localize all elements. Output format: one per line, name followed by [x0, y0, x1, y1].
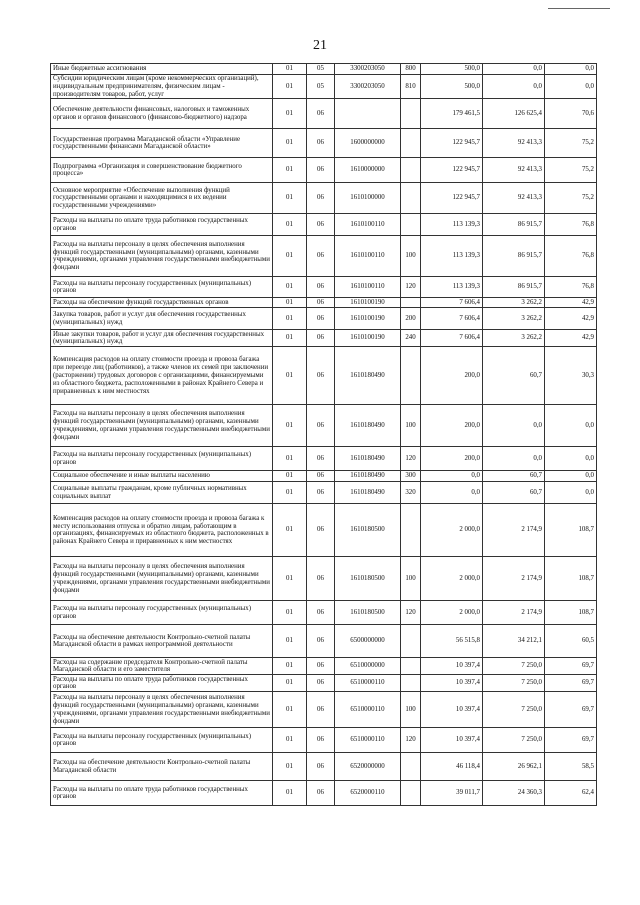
- subsection-code: 06: [307, 214, 335, 236]
- expense-type-code: [401, 625, 421, 658]
- expense-name: Компенсация расходов на оплату стоимости проезда и провоза багажа к месту использования отпуска и обратно лицам, работающим в организациях, финансируемых из областного бюджета, расположенных в районах Крайнего Севера и приравненных к ним местностях: [51, 504, 273, 557]
- subsection-code: 06: [307, 158, 335, 183]
- execution-percent: 69,7: [545, 728, 597, 753]
- execution-percent: 42,9: [545, 330, 597, 347]
- subsection-code: 06: [307, 692, 335, 728]
- target-article-code: 1610180490: [335, 482, 401, 504]
- planned-amount: 0,0: [421, 471, 483, 482]
- actual-amount: 3 262,2: [483, 298, 545, 308]
- subsection-code: 06: [307, 781, 335, 806]
- actual-amount: 7 250,0: [483, 658, 545, 675]
- planned-amount: 10 397,4: [421, 658, 483, 675]
- target-article-code: 1610100190: [335, 298, 401, 308]
- expense-type-code: 300: [401, 471, 421, 482]
- planned-amount: 0,0: [421, 482, 483, 504]
- subsection-code: 06: [307, 504, 335, 557]
- actual-amount: 0,0: [483, 405, 545, 447]
- planned-amount: 10 397,4: [421, 728, 483, 753]
- target-article-code: 1610100110: [335, 277, 401, 298]
- section-code: 01: [273, 675, 307, 692]
- table-row: [51, 504, 597, 557]
- subsection-code: 06: [307, 129, 335, 158]
- section-code: 01: [273, 625, 307, 658]
- expense-type-code: 240: [401, 330, 421, 347]
- expense-name: Расходы на выплаты персоналу в целях обеспечения выполнения функций государственными (муниципальными) органами, казенными учреждениями, органами управления государственными внебюджетными фондами: [51, 692, 273, 728]
- planned-amount: 39 011,7: [421, 781, 483, 806]
- section-code: 01: [273, 183, 307, 214]
- expense-type-code: 100: [401, 236, 421, 277]
- expense-name: Расходы на выплаты персоналу в целях обеспечения выполнения функций государственными (муниципальными) органами, казенными учреждениями, органами управления государственными внебюджетными фондами: [51, 405, 273, 447]
- expense-type-code: [401, 158, 421, 183]
- expense-name: Расходы на выплаты по оплате труда работников государственных органов: [51, 675, 273, 692]
- target-article-code: 1610180490: [335, 447, 401, 471]
- target-article-code: 1610100190: [335, 308, 401, 330]
- expense-type-code: [401, 504, 421, 557]
- table-row: [51, 64, 597, 75]
- table-row: [51, 728, 597, 753]
- section-code: 01: [273, 158, 307, 183]
- planned-amount: 113 139,3: [421, 236, 483, 277]
- planned-amount: 10 397,4: [421, 675, 483, 692]
- section-code: 01: [273, 557, 307, 601]
- subsection-code: 05: [307, 75, 335, 99]
- actual-amount: 92 413,3: [483, 183, 545, 214]
- planned-amount: 500,0: [421, 64, 483, 75]
- subsection-code: 06: [307, 601, 335, 625]
- target-article-code: 1610180500: [335, 601, 401, 625]
- expense-type-code: 120: [401, 601, 421, 625]
- subsection-code: 06: [307, 557, 335, 601]
- planned-amount: 200,0: [421, 447, 483, 471]
- section-code: 01: [273, 447, 307, 471]
- table-row: [51, 158, 597, 183]
- execution-percent: 75,2: [545, 158, 597, 183]
- expense-type-code: [401, 347, 421, 405]
- actual-amount: 7 250,0: [483, 728, 545, 753]
- execution-percent: 0,0: [545, 64, 597, 75]
- subsection-code: 06: [307, 658, 335, 675]
- actual-amount: 60,7: [483, 482, 545, 504]
- actual-amount: 0,0: [483, 447, 545, 471]
- execution-percent: 69,7: [545, 675, 597, 692]
- section-code: 01: [273, 308, 307, 330]
- execution-percent: 60,5: [545, 625, 597, 658]
- expense-name: Расходы на выплаты персоналу в целях обеспечения выполнения функций государственными (муниципальными) органами, казенными учреждениями, органами управления государственными внебюджетными фондами: [51, 236, 273, 277]
- target-article-code: 1610180500: [335, 557, 401, 601]
- table-row: [51, 75, 597, 99]
- target-article-code: 3300203050: [335, 64, 401, 75]
- section-code: 01: [273, 214, 307, 236]
- target-article-code: 6510000110: [335, 692, 401, 728]
- execution-percent: 108,7: [545, 557, 597, 601]
- table-row: [51, 129, 597, 158]
- expense-name: Расходы на выплаты персоналу государственных (муниципальных) органов: [51, 601, 273, 625]
- target-article-code: 6510000110: [335, 675, 401, 692]
- planned-amount: 122 945,7: [421, 158, 483, 183]
- subsection-code: 06: [307, 753, 335, 781]
- expense-type-code: [401, 781, 421, 806]
- page-number: 21: [313, 38, 327, 53]
- target-article-code: 1610000000: [335, 158, 401, 183]
- expense-name: Расходы на выплаты персоналу государственных (муниципальных) органов: [51, 728, 273, 753]
- section-code: 01: [273, 692, 307, 728]
- section-code: 01: [273, 75, 307, 99]
- expense-name: Государственная программа Магаданской области «Управление государственными финансами Магаданской области»: [51, 129, 273, 158]
- expense-type-code: [401, 298, 421, 308]
- execution-percent: 42,9: [545, 298, 597, 308]
- table-body: [51, 64, 597, 806]
- planned-amount: 2 000,0: [421, 504, 483, 557]
- target-article-code: 6510000110: [335, 728, 401, 753]
- subsection-code: 06: [307, 308, 335, 330]
- section-code: 01: [273, 482, 307, 504]
- expense-type-code: 100: [401, 557, 421, 601]
- expense-type-code: [401, 183, 421, 214]
- actual-amount: 2 174,9: [483, 601, 545, 625]
- planned-amount: 113 139,3: [421, 214, 483, 236]
- expense-name: Расходы на выплаты персоналу государственных (муниципальных) органов: [51, 277, 273, 298]
- expense-type-code: [401, 129, 421, 158]
- actual-amount: 60,7: [483, 471, 545, 482]
- section-code: 01: [273, 99, 307, 129]
- expense-name: Иные бюджетные ассигнования: [51, 64, 273, 75]
- subsection-code: 06: [307, 482, 335, 504]
- actual-amount: 7 250,0: [483, 675, 545, 692]
- subsection-code: 06: [307, 277, 335, 298]
- target-article-code: [335, 99, 401, 129]
- actual-amount: 7 250,0: [483, 692, 545, 728]
- expense-type-code: [401, 99, 421, 129]
- table-row: [51, 482, 597, 504]
- execution-percent: 58,5: [545, 753, 597, 781]
- execution-percent: 0,0: [545, 471, 597, 482]
- expense-name: Расходы на выплаты персоналу государственных (муниципальных) органов: [51, 447, 273, 471]
- budget-table: [50, 63, 597, 806]
- target-article-code: 1610100190: [335, 330, 401, 347]
- section-code: 01: [273, 728, 307, 753]
- target-article-code: 3300203050: [335, 75, 401, 99]
- planned-amount: 179 461,5: [421, 99, 483, 129]
- expense-name: Расходы на выплаты персоналу в целях обеспечения выполнения функций государственными (муниципальными) органами, казенными учреждениями, органами управления государственными внебюджетными фондами: [51, 557, 273, 601]
- target-article-code: 1610100000: [335, 183, 401, 214]
- expense-type-code: [401, 214, 421, 236]
- target-article-code: 1610180500: [335, 504, 401, 557]
- section-code: 01: [273, 277, 307, 298]
- expense-type-code: 200: [401, 308, 421, 330]
- section-code: 01: [273, 298, 307, 308]
- execution-percent: 108,7: [545, 504, 597, 557]
- actual-amount: 24 360,3: [483, 781, 545, 806]
- target-article-code: 6510000000: [335, 658, 401, 675]
- table-row: [51, 692, 597, 728]
- target-article-code: 1600000000: [335, 129, 401, 158]
- subsection-code: 06: [307, 183, 335, 214]
- execution-percent: 76,8: [545, 236, 597, 277]
- target-article-code: 6520000000: [335, 753, 401, 781]
- actual-amount: 26 962,1: [483, 753, 545, 781]
- target-article-code: 6500000000: [335, 625, 401, 658]
- table-row: [51, 214, 597, 236]
- section-code: 01: [273, 601, 307, 625]
- table-row: [51, 447, 597, 471]
- table-row: [51, 298, 597, 308]
- section-code: 01: [273, 504, 307, 557]
- actual-amount: 86 915,7: [483, 214, 545, 236]
- execution-percent: 69,7: [545, 692, 597, 728]
- actual-amount: 126 625,4: [483, 99, 545, 129]
- expense-name: Расходы на обеспечение деятельности Контрольно-счетной палаты Магаданской области: [51, 753, 273, 781]
- table-row: [51, 99, 597, 129]
- section-code: 01: [273, 753, 307, 781]
- expense-name: Основное мероприятие «Обеспечение выполнения функций государственными органами и находящимися в их ведении государственными учреждениями»: [51, 183, 273, 214]
- expense-name: Расходы на обеспечение деятельности Контрольно-счетной палаты Магаданской области в рамках непрограммной деятельности: [51, 625, 273, 658]
- expense-name: Иные закупки товаров, работ и услуг для обеспечения государственных (муниципальных) нужд: [51, 330, 273, 347]
- expense-type-code: 800: [401, 64, 421, 75]
- subsection-code: 06: [307, 236, 335, 277]
- execution-percent: 75,2: [545, 183, 597, 214]
- target-article-code: 1610180490: [335, 471, 401, 482]
- planned-amount: 122 945,7: [421, 183, 483, 214]
- table-row: [51, 601, 597, 625]
- expense-name: Компенсация расходов на оплату стоимости проезда и провоза багажа при переезде лиц (работников), а также членов их семей при заключении (расторжении) трудовых договоров с организациями, финансируемыми из областного бюджета, расположенными в районах Крайнего Севера и приравненных к ним местностях: [51, 347, 273, 405]
- top-rule: [548, 8, 610, 9]
- actual-amount: 3 262,2: [483, 308, 545, 330]
- expense-name: Закупка товаров, работ и услуг для обеспечения государственных (муниципальных) нужд: [51, 308, 273, 330]
- section-code: 01: [273, 330, 307, 347]
- expense-name: Социальные выплаты гражданам, кроме публичных нормативных социальных выплат: [51, 482, 273, 504]
- execution-percent: 76,8: [545, 214, 597, 236]
- execution-percent: 75,2: [545, 129, 597, 158]
- table-row: [51, 308, 597, 330]
- planned-amount: 200,0: [421, 405, 483, 447]
- table-row: [51, 183, 597, 214]
- planned-amount: 7 606,4: [421, 330, 483, 347]
- execution-percent: 70,6: [545, 99, 597, 129]
- actual-amount: 86 915,7: [483, 236, 545, 277]
- subsection-code: 06: [307, 405, 335, 447]
- planned-amount: 7 606,4: [421, 298, 483, 308]
- expense-name: Субсидии юридическим лицам (кроме некоммерческих организаций), индивидуальным предпринимателям, физическим лицам - производителям товаров, работ, услуг: [51, 75, 273, 99]
- section-code: 01: [273, 347, 307, 405]
- expense-name: Расходы на выплаты по оплате труда работников государственных органов: [51, 781, 273, 806]
- table-row: [51, 625, 597, 658]
- target-article-code: 1610180490: [335, 347, 401, 405]
- execution-percent: 0,0: [545, 75, 597, 99]
- subsection-code: 06: [307, 447, 335, 471]
- expense-type-code: [401, 675, 421, 692]
- target-article-code: 1610180490: [335, 405, 401, 447]
- planned-amount: 56 515,8: [421, 625, 483, 658]
- expense-type-code: 320: [401, 482, 421, 504]
- section-code: 01: [273, 129, 307, 158]
- execution-percent: 42,9: [545, 308, 597, 330]
- execution-percent: 62,4: [545, 781, 597, 806]
- table-row: [51, 330, 597, 347]
- table-row: [51, 675, 597, 692]
- expense-type-code: 100: [401, 405, 421, 447]
- planned-amount: 500,0: [421, 75, 483, 99]
- expense-type-code: 120: [401, 728, 421, 753]
- expense-name: Подпрограмма «Организация и совершенствование бюджетного процесса»: [51, 158, 273, 183]
- subsection-code: 06: [307, 625, 335, 658]
- subsection-code: 06: [307, 471, 335, 482]
- expense-name: Обеспечение деятельности финансовых, налоговых и таможенных органов и органов финансового (финансово-бюджетного) надзора: [51, 99, 273, 129]
- planned-amount: 122 945,7: [421, 129, 483, 158]
- execution-percent: 0,0: [545, 447, 597, 471]
- expense-type-code: 100: [401, 692, 421, 728]
- planned-amount: 200,0: [421, 347, 483, 405]
- table-row: [51, 781, 597, 806]
- actual-amount: 2 174,9: [483, 504, 545, 557]
- target-article-code: 1610100110: [335, 214, 401, 236]
- expense-name: Расходы на содержание председателя Контрольно-счетной палаты Магаданской области и его заместителя: [51, 658, 273, 675]
- target-article-code: 1610100110: [335, 236, 401, 277]
- expense-type-code: 120: [401, 447, 421, 471]
- execution-percent: 108,7: [545, 601, 597, 625]
- table-row: [51, 471, 597, 482]
- execution-percent: 69,7: [545, 658, 597, 675]
- target-article-code: 6520000110: [335, 781, 401, 806]
- actual-amount: 60,7: [483, 347, 545, 405]
- actual-amount: 34 212,1: [483, 625, 545, 658]
- planned-amount: 46 118,4: [421, 753, 483, 781]
- execution-percent: 76,8: [545, 277, 597, 298]
- actual-amount: 2 174,9: [483, 557, 545, 601]
- actual-amount: 0,0: [483, 64, 545, 75]
- table-row: [51, 277, 597, 298]
- planned-amount: 7 606,4: [421, 308, 483, 330]
- expense-type-code: 120: [401, 277, 421, 298]
- table-row: [51, 236, 597, 277]
- subsection-code: 06: [307, 728, 335, 753]
- subsection-code: 06: [307, 347, 335, 405]
- actual-amount: 0,0: [483, 75, 545, 99]
- table-row: [51, 347, 597, 405]
- actual-amount: 86 915,7: [483, 277, 545, 298]
- expense-type-code: [401, 658, 421, 675]
- subsection-code: 06: [307, 675, 335, 692]
- planned-amount: 10 397,4: [421, 692, 483, 728]
- section-code: 01: [273, 405, 307, 447]
- subsection-code: 06: [307, 99, 335, 129]
- subsection-code: 06: [307, 330, 335, 347]
- table-row: [51, 557, 597, 601]
- expense-type-code: 810: [401, 75, 421, 99]
- execution-percent: 0,0: [545, 482, 597, 504]
- execution-percent: 30,3: [545, 347, 597, 405]
- section-code: 01: [273, 236, 307, 277]
- actual-amount: 92 413,3: [483, 158, 545, 183]
- actual-amount: 92 413,3: [483, 129, 545, 158]
- table-row: [51, 658, 597, 675]
- expense-name: Расходы на выплаты по оплате труда работников государственных органов: [51, 214, 273, 236]
- subsection-code: 06: [307, 298, 335, 308]
- table-row: [51, 753, 597, 781]
- section-code: 01: [273, 781, 307, 806]
- expense-name: Социальное обеспечение и иные выплаты населению: [51, 471, 273, 482]
- section-code: 01: [273, 471, 307, 482]
- execution-percent: 0,0: [545, 405, 597, 447]
- planned-amount: 2 000,0: [421, 601, 483, 625]
- expense-type-code: [401, 753, 421, 781]
- expense-name: Расходы на обеспечение функций государственных органов: [51, 298, 273, 308]
- actual-amount: 3 262,2: [483, 330, 545, 347]
- subsection-code: 05: [307, 64, 335, 75]
- planned-amount: 2 000,0: [421, 557, 483, 601]
- table-row: [51, 405, 597, 447]
- section-code: 01: [273, 658, 307, 675]
- section-code: 01: [273, 64, 307, 75]
- planned-amount: 113 139,3: [421, 277, 483, 298]
